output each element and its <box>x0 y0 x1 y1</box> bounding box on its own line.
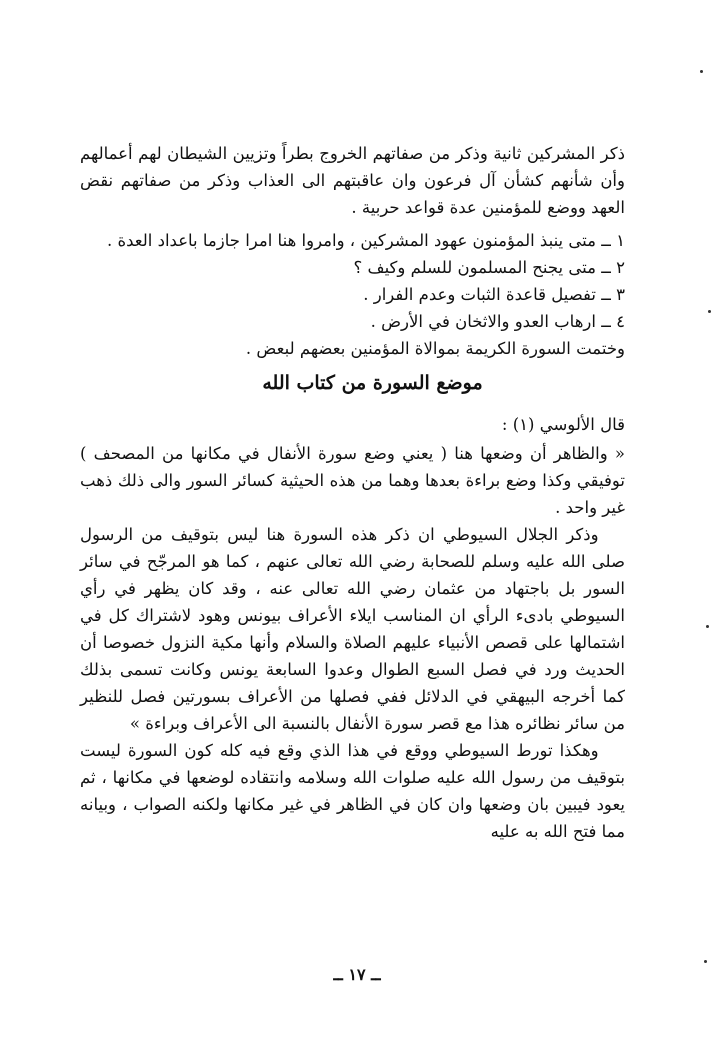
intro-paragraph: ذكر المشركين ثانية وذكر من صفاتهم الخروج بطراً وتزيين الشيطان لهم أعمالهم وأن شأنهم كشأن آل فرعون وان عاقبتهم الى العذاب وذكر من صفاتهم نقض العهد ووضع للمؤمنين عدة قواعد حربية . <box>80 144 625 217</box>
suyuti-paragraph: وذكر الجلال السيوطي ان ذكر هذه السورة هنا ليس بتوقيف من الرسول صلى الله عليه وسلم للصحابة رضي الله تعالى عنهم ، كما هو المرجّح في سائر السور بل باجتهاد من عثمان رضي الله تعالى عنه ، وقد كان يظهر في رأي السيوطي بادىء الرأي ان المناسب ايلاء الأعراف بيونس وهود لاشتراك كل في اشتمالها على قصص الأنبياء عليهم الصلاة والسلام وأنها مكية النزول خصوصا أن الحديث ورد في فصل السبع الطوال وعدوا السابعة يونس وكانت تسمى بذلك كما أخرجه البيهقي في الدلائل ففي فصلها من الأعراف بسورتين فصل للنظير من سائر نظائره هذا مع قصر سورة الأنفال بالنسبة الى الأعراف وبراءة » <box>80 525 625 733</box>
section-heading: موضع السورة من كتاب الله <box>262 372 483 394</box>
quote-paragraph: « والظاهر أن وضعها هنا ( يعني وضع سورة الأنفال في مكانها من المصحف ) توفيقي وكذا وضع براءة بعدها وهما من هذه الحيثية كسائر السور والى ذلك ذهب غير واحد . <box>80 444 625 517</box>
scan-speck <box>708 310 711 313</box>
list-item-2: ٢ ــ متى يجنح المسلمون للسلم وكيف ؟ <box>353 258 625 277</box>
scan-speck <box>700 70 703 73</box>
list-item-1: ١ ــ متى ينبذ المؤمنون عهود المشركين ، وامروا هنا امرا جازما باعداد العدة . <box>106 231 625 250</box>
list-item-3: ٣ ــ تفصيل قاعدة الثبات وعدم الفرار . <box>363 285 625 304</box>
page-number: ــ ١٧ ــ <box>333 965 381 984</box>
list-item-4: ٤ ــ ارهاب العدو والاثخان في الأرض . <box>370 312 625 331</box>
scan-speck <box>706 625 709 628</box>
closing-line: وختمت السورة الكريمة بموالاة المؤمنين بعضهم لبعض . <box>245 339 625 358</box>
scan-speck <box>704 960 707 963</box>
page-body <box>80 140 625 845</box>
final-paragraph: وهكذا تورط السيوطي ووقع في هذا الذي وقع فيه كله كون السورة ليست بتوقيف من رسول الله عليه صلوات الله وسلامه وانتقاده لوضعها في مكانها ، ثم يعود فيبين بان وضعها وان كان في الظاهر في غير مكانها ولكنه الصواب ، وبيانه مما فتح الله به عليه <box>80 741 625 841</box>
quote-intro: قال الألوسي (١) : <box>501 415 625 434</box>
